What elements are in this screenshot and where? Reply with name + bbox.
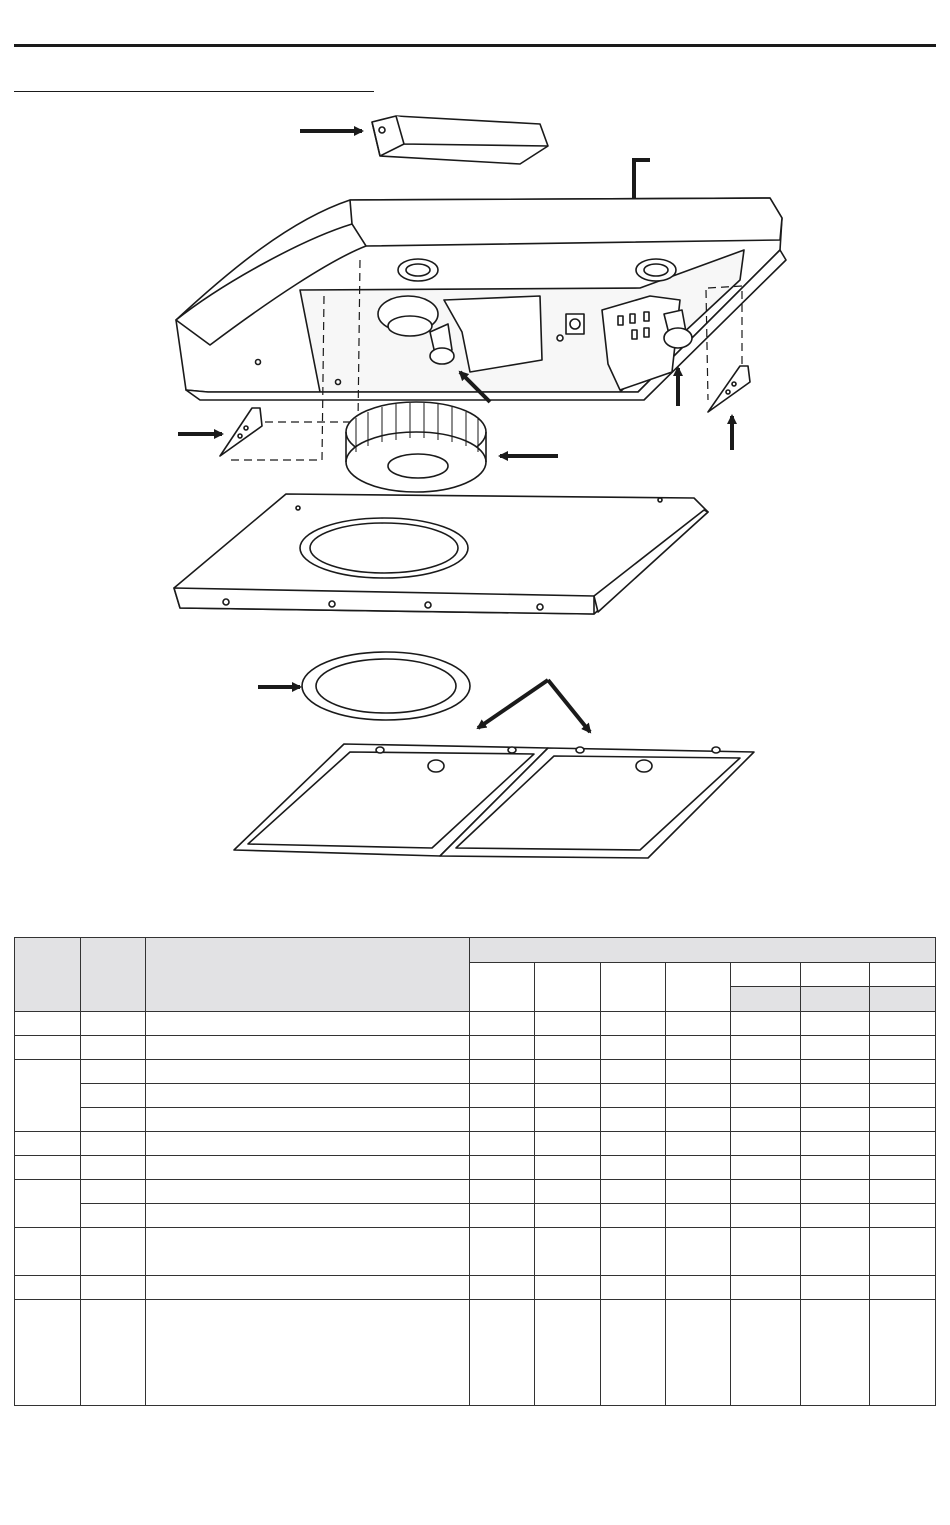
header-model-2 — [535, 963, 601, 1012]
table-row — [15, 1108, 936, 1132]
table-row — [15, 1180, 936, 1204]
table-row — [15, 1036, 936, 1060]
table-row — [15, 1132, 936, 1156]
table-row — [15, 1228, 936, 1276]
table-row — [15, 1084, 936, 1108]
table-row — [15, 1060, 936, 1084]
table-row — [15, 1156, 936, 1180]
header-key — [15, 938, 81, 1012]
mounting-bracket-right — [708, 366, 750, 412]
header-part-no — [81, 938, 146, 1012]
header-model-5 — [731, 963, 801, 987]
blower-wheel — [346, 402, 486, 492]
arrow-filters — [478, 680, 590, 732]
header-sub-7 — [870, 987, 936, 1012]
header-models — [470, 938, 936, 963]
header-model-7 — [870, 963, 936, 987]
header-sub-6 — [801, 987, 870, 1012]
header-model-1 — [470, 963, 535, 1012]
table-row — [15, 1204, 936, 1228]
table-row — [15, 1300, 936, 1406]
header-description — [146, 938, 470, 1012]
mounting-bracket-left — [220, 408, 262, 456]
gasket-ring — [302, 652, 470, 720]
range-hood-body — [176, 198, 786, 400]
section-title-underline — [14, 91, 374, 92]
page-header-rule — [14, 44, 936, 47]
bottom-panel — [174, 494, 708, 614]
junction-box-cover — [372, 116, 548, 164]
table-row — [15, 1012, 936, 1036]
exploded-parts-diagram — [0, 100, 950, 880]
header-model-6 — [801, 963, 870, 987]
header-model-4 — [666, 963, 731, 1012]
header-model-3 — [601, 963, 666, 1012]
parts-list-table — [14, 937, 936, 1406]
header-sub-5 — [731, 987, 801, 1012]
table-row — [15, 1276, 936, 1300]
